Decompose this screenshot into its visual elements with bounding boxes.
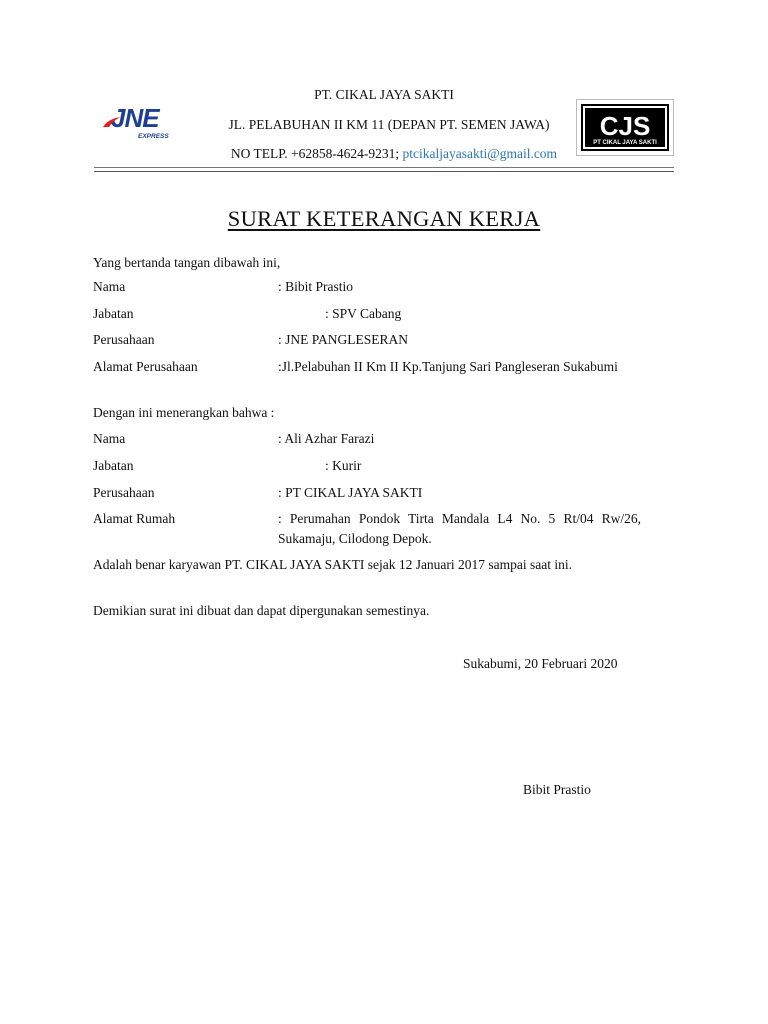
signer-position-label: Jabatan	[93, 306, 134, 321]
intro-text: Yang bertanda tangan dibawah ini,	[93, 255, 281, 270]
signer-company-value: : JNE PANGLESERAN	[278, 332, 409, 347]
employee-company-value: : PT CIKAL JAYA SAKTI	[278, 485, 423, 500]
closing-text: Demikian surat ini dibuat dan dapat dipergunakan semestinya.	[93, 603, 430, 618]
document-title-text: SURAT KETERANGAN KERJA	[227, 206, 541, 231]
place-date: Sukabumi, 20 Februari 2020	[463, 656, 618, 671]
signer-address-label: Alamat Perusahaan	[93, 359, 198, 374]
statement-intro: Dengan ini menerangkan bahwa :	[93, 405, 275, 420]
signer-address-value: :Jl.Pelabuhan II Km II Kp.Tanjung Sari Pangleseran Sukabumi	[278, 359, 618, 374]
letterhead-email-link[interactable]: ptcikaljayasakti@gmail.com	[402, 146, 558, 161]
employee-position-label: Jabatan	[93, 458, 134, 473]
signer-name-label: Nama	[93, 279, 126, 294]
employee-position-value: : Kurir	[325, 458, 362, 473]
employee-name-value: : Ali Azhar Farazi	[278, 431, 375, 446]
cjs-logo-text: CJS	[599, 111, 651, 141]
employee-address-value: : Perumahan Pondok Tirta Mandala L4 No. 5 Rt/04 Rw/26, Sukamaju, Cilodong Depok.	[278, 511, 641, 546]
jne-logo-text: JNE	[111, 103, 159, 133]
employee-company-label: Perusahaan	[93, 485, 155, 500]
letterhead-divider-thick	[94, 171, 674, 172]
letterhead-company-name: PT. CIKAL JAYA SAKTI	[314, 87, 454, 102]
letterhead-phone: NO TELP. +62858-4624-9231;	[230, 146, 403, 161]
signer-position-value: : SPV Cabang	[325, 306, 402, 321]
employee-address-label: Alamat Rumah	[93, 511, 176, 526]
signer-name-value: : Bibit Prastio	[278, 279, 354, 294]
jne-logo-subtext: EXPRESS	[138, 133, 169, 140]
employee-name-label: Nama	[93, 431, 126, 446]
employment-statement: Adalah benar karyawan PT. CIKAL JAYA SAKTI sejak 12 Januari 2017 sampai saat ini.	[93, 557, 573, 572]
letterhead-divider-thin	[94, 167, 674, 168]
cjs-logo-subtext: PT CIKAL JAYA SAKTI	[593, 140, 657, 146]
document-title	[0, 206, 768, 232]
signer-company-label: Perusahaan	[93, 332, 155, 347]
letterhead-contact	[0, 146, 768, 162]
signature-name: Bibit Prastio	[523, 782, 591, 797]
letterhead-address: JL. PELABUHAN II KM 11 (DEPAN PT. SEMEN JAWA)	[228, 117, 550, 132]
